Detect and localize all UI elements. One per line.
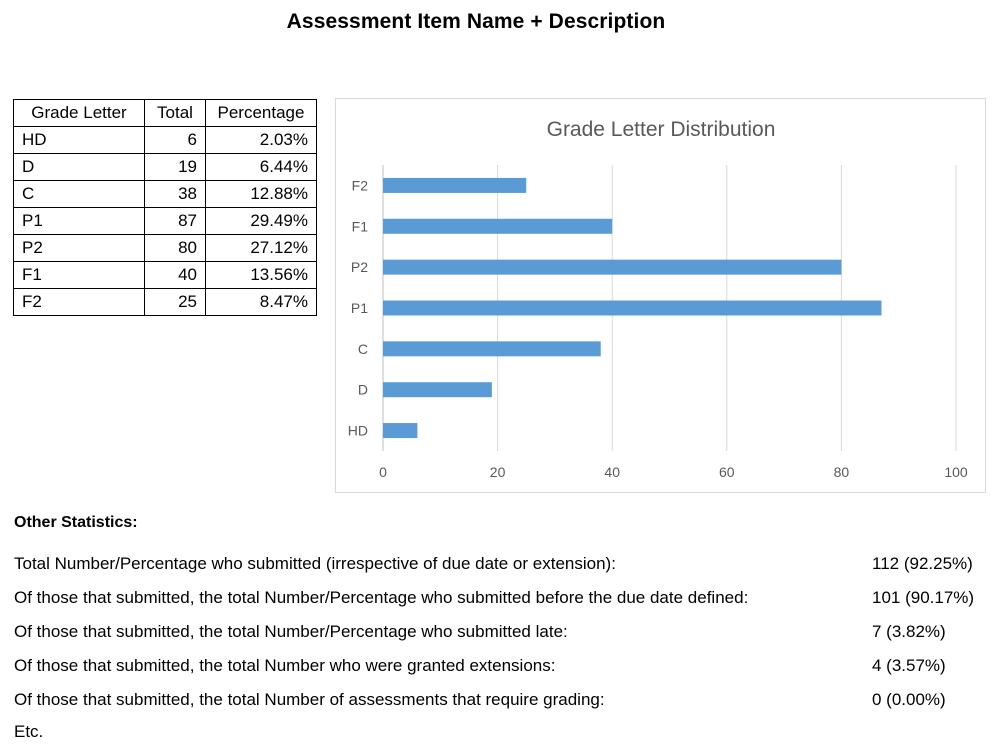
grade-table: [13, 99, 317, 316]
stat-value: 7 (3.82%): [872, 622, 946, 641]
grade-cell: P1: [14, 208, 145, 235]
y-tick-label: HD: [347, 422, 368, 439]
other-statistics-title: Other Statistics:: [14, 514, 138, 531]
y-tick-label: P1: [350, 300, 368, 316]
grade-cell: HD: [14, 127, 145, 154]
bar-f1: [383, 219, 612, 234]
page-title: Assessment Item Name + Description: [286, 10, 666, 33]
grade-cell: F2: [14, 289, 145, 316]
percentage-cell: 29.49%: [206, 208, 317, 235]
total-cell: 87: [145, 208, 206, 235]
table-row: [14, 235, 317, 262]
total-cell: 38: [145, 181, 206, 208]
stat-value: 112 (92.25%): [872, 554, 973, 573]
stat-row: [14, 620, 994, 644]
table-row: [14, 289, 317, 316]
stat-label: Total Number/Percentage who submitted (irrespective of due date or extension):: [14, 554, 616, 573]
table-row: [14, 154, 317, 181]
x-tick-label: 80: [833, 464, 850, 480]
table-row: [14, 127, 317, 154]
percentage-cell: 12.88%: [206, 181, 317, 208]
total-cell: 40: [145, 262, 206, 289]
table-row: [14, 262, 317, 289]
percentage-cell: 2.03%: [206, 127, 317, 154]
header-grade-letter: Grade Letter: [14, 100, 145, 127]
total-cell: 6: [145, 127, 206, 154]
chart-title: Grade Letter Distribution: [546, 118, 776, 141]
x-tick-label: 20: [489, 464, 506, 480]
grade-cell: C: [14, 181, 145, 208]
total-cell: 80: [145, 235, 206, 262]
stat-label: Of those that submitted, the total Number who were granted extensions:: [14, 656, 556, 675]
bar-p1: [383, 301, 882, 316]
y-tick-label: D: [357, 381, 368, 398]
table-row: [14, 208, 317, 235]
stat-row: [14, 586, 994, 610]
bar-d: [383, 382, 492, 397]
grade-cell: P2: [14, 235, 145, 262]
stat-value: 101 (90.17%): [872, 588, 975, 607]
stat-label: Of those that submitted, the total Number of assessments that require grading:: [14, 690, 605, 709]
stat-row: [14, 654, 994, 678]
grade-table-header-row: [14, 100, 317, 127]
stat-row: [14, 688, 994, 712]
stat-value: 4 (3.57%): [872, 656, 946, 675]
bar-p2: [383, 260, 841, 275]
stat-label: Of those that submitted, the total Number/Percentage who submitted before the due date defined:: [14, 588, 749, 607]
grade-distribution-chart: [335, 98, 986, 493]
grade-cell: D: [14, 154, 145, 181]
percentage-cell: 13.56%: [206, 262, 317, 289]
total-cell: 25: [145, 289, 206, 316]
bar-f2: [383, 178, 526, 193]
percentage-cell: 8.47%: [206, 289, 317, 316]
bar-c: [383, 341, 601, 356]
stat-label: Of those that submitted, the total Number/Percentage who submitted late:: [14, 622, 568, 641]
y-tick-label: F1: [351, 218, 368, 235]
x-tick-label: 100: [944, 464, 968, 480]
y-tick-label: C: [357, 340, 368, 357]
table-row: [14, 181, 317, 208]
stat-row: [14, 552, 994, 576]
y-tick-label: P2: [350, 259, 368, 276]
x-tick-label: 0: [379, 464, 387, 480]
x-tick-label: 40: [604, 464, 620, 480]
header-percentage: Percentage: [206, 100, 317, 127]
header-total: Total: [145, 100, 206, 127]
bar-hd: [383, 423, 417, 438]
percentage-cell: 6.44%: [206, 154, 317, 181]
chart-canvas: [336, 99, 987, 494]
etc-text: Etc.: [14, 722, 44, 741]
y-tick-label: F2: [351, 177, 368, 194]
x-tick-label: 60: [719, 464, 735, 480]
total-cell: 19: [145, 154, 206, 181]
stat-value: 0 (0.00%): [872, 690, 946, 709]
percentage-cell: 27.12%: [206, 235, 317, 262]
grade-cell: F1: [14, 262, 145, 289]
